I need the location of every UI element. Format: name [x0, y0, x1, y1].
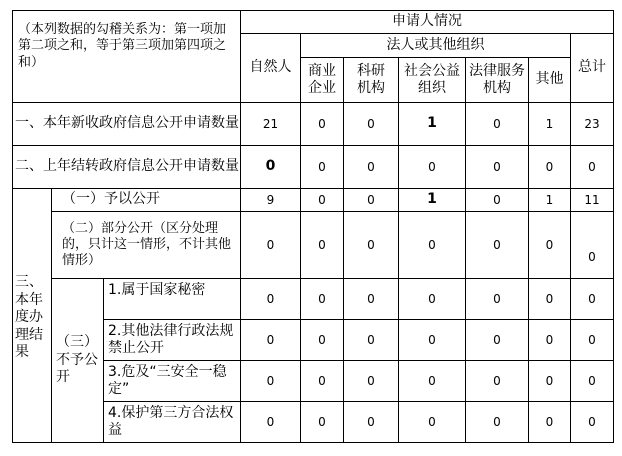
- value-cell: 0: [367, 291, 375, 306]
- value-cell: 0: [428, 159, 436, 174]
- value-cell: 0: [266, 237, 275, 252]
- section3-label: 三、本年度办理结果: [15, 274, 43, 361]
- nodisclose-label: （三）不予公开: [56, 334, 98, 386]
- value-cell: 0: [367, 414, 375, 429]
- value-cell: 0: [266, 414, 275, 429]
- value-cell: 0: [545, 159, 554, 174]
- value-cell: 0: [367, 373, 375, 388]
- value-cell: 0: [265, 158, 276, 175]
- research-header: 科研机构: [357, 62, 385, 96]
- value-cell: 0: [318, 373, 326, 388]
- value-cell: 0: [545, 291, 554, 306]
- disclose-label: （一）予以公开: [62, 191, 160, 208]
- total-header: 总计: [578, 59, 606, 76]
- value-cell: 0: [588, 249, 596, 264]
- value-cell: 0: [318, 192, 326, 207]
- new-apps-label: 一、本年新收政府信息公开申请数量: [15, 115, 239, 132]
- value-cell: 0: [493, 192, 501, 207]
- value-cell: 0: [493, 237, 501, 252]
- value-cell: 0: [318, 159, 326, 174]
- value-cell: 0: [367, 159, 375, 174]
- note-cell: （本列数据的勾稽关系为：第一项加第二项之和，等于第三项加第四项之和）: [18, 22, 227, 70]
- value-cell: 0: [493, 116, 501, 131]
- other-header: 其他: [535, 71, 564, 88]
- value-cell: 0: [428, 291, 436, 306]
- value-cell: 0: [428, 414, 436, 429]
- value-cell: 0: [545, 237, 554, 252]
- value-cell: 0: [367, 116, 375, 131]
- value-cell: 0: [545, 414, 554, 429]
- value-cell: 0: [318, 116, 326, 131]
- value-cell: 21: [262, 116, 279, 131]
- value-cell: 1: [427, 191, 437, 208]
- social-header: 社会公益组织: [404, 62, 460, 96]
- value-cell: 1: [427, 115, 437, 132]
- value-cell: 0: [588, 291, 596, 306]
- value-cell: 0: [428, 332, 436, 347]
- value-cell: 0: [318, 237, 326, 252]
- value-cell: 0: [588, 373, 596, 388]
- value-cell: 0: [493, 373, 501, 388]
- value-cell: 0: [266, 291, 275, 306]
- value-cell: 0: [318, 291, 326, 306]
- value-cell: 0: [545, 373, 554, 388]
- value-cell: 1: [545, 116, 554, 131]
- value-cell: 0: [428, 237, 436, 252]
- value-cell: 0: [588, 332, 596, 347]
- value-cell: 0: [493, 159, 501, 174]
- carryover-label: 二、上年结转政府信息公开申请数量: [15, 158, 239, 175]
- natural-person-header: 自然人: [249, 59, 292, 76]
- value-cell: 23: [584, 116, 600, 131]
- value-cell: 0: [588, 159, 596, 174]
- value-cell: 0: [493, 332, 501, 347]
- value-cell: 0: [367, 237, 375, 252]
- legal-service-header: 法律服务机构: [469, 62, 525, 96]
- value-cell: 0: [318, 332, 326, 347]
- value-cell: 0: [588, 414, 596, 429]
- value-cell: 0: [266, 373, 275, 388]
- commercial-header: 商业企业: [308, 62, 336, 96]
- legal-org-header: 法人或其他组织: [386, 36, 485, 53]
- partial-label: （二）部分公开（区分处理的，只计这一情形，不计其他情形）: [62, 220, 232, 269]
- value-cell: 0: [428, 373, 436, 388]
- value-cell: 0: [493, 414, 501, 429]
- value-cell: 0: [266, 332, 275, 347]
- secret-label: 1.属于国家秘密: [108, 282, 206, 298]
- three-safety-label: 3.危及“三安全一稳定”: [108, 363, 227, 397]
- value-cell: 0: [493, 291, 501, 306]
- value-cell: 0: [545, 332, 554, 347]
- value-cell: 1: [545, 192, 554, 207]
- law-prohibit-label: 2.其他法律行政法规禁止公开: [108, 322, 234, 356]
- value-cell: 9: [266, 192, 275, 207]
- value-cell: 11: [584, 192, 600, 207]
- third-party-label: 4.保护第三方合法权益: [108, 404, 234, 438]
- value-cell: 0: [367, 192, 375, 207]
- value-cell: 0: [367, 332, 375, 347]
- applicant-situation-header: 申请人情况: [392, 13, 462, 30]
- value-cell: 0: [318, 414, 326, 429]
